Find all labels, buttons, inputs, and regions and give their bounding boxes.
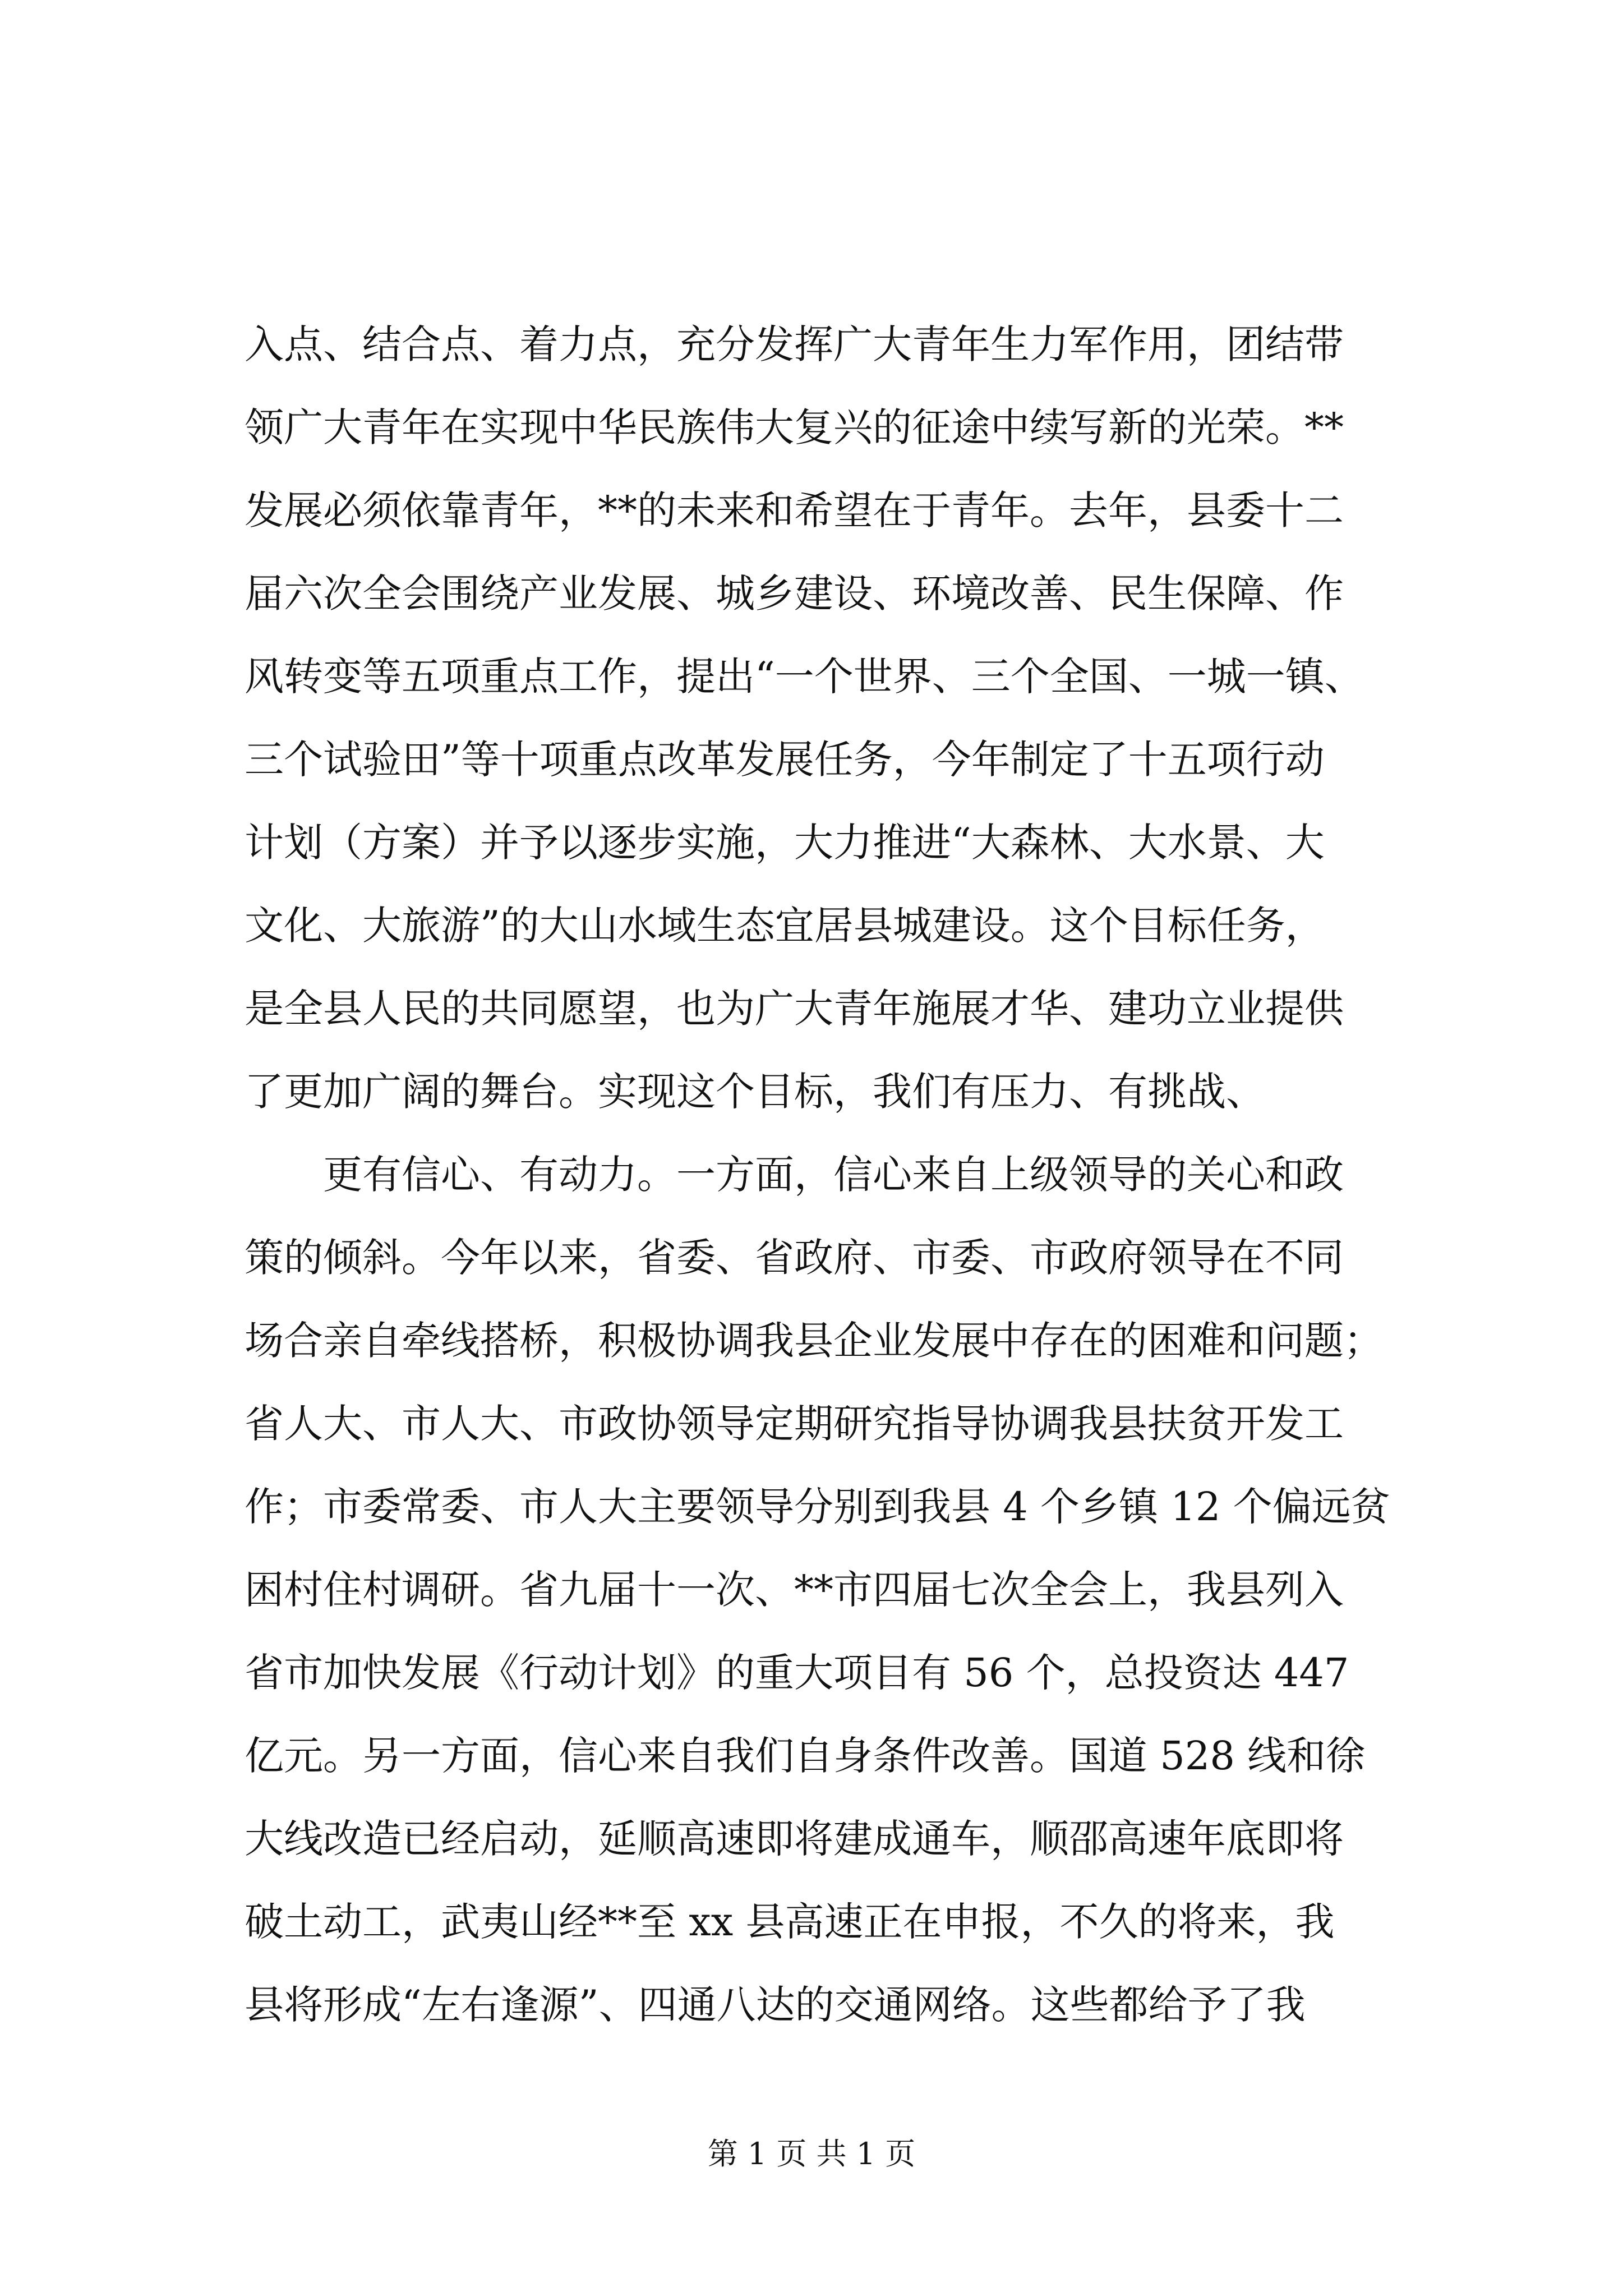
text-line: 省人大、市人大、市政协领导定期研究指导协调我县扶贫开发工 <box>245 1401 1344 1447</box>
text-line: 三个试验田”等十项重点改革发展任务，今年制定了十五项行动 <box>245 737 1325 783</box>
text-line: 发展必须依靠青年，**的未来和希望在于青年。去年，县委十二 <box>245 487 1344 533</box>
text-line: 入点、结合点、着力点，充分发挥广大青年生力军作用，团结带 <box>245 321 1344 367</box>
text-line: 领广大青年在实现中华民族伟大复兴的征途中续写新的光荣。** <box>245 404 1344 450</box>
text-line: 策的倾斜。今年以来，省委、省政府、市委、市政府领导在不同 <box>245 1235 1344 1281</box>
text-line: 困村住村调研。省九届十一次、**市四届七次全会上，我县列入 <box>245 1567 1344 1613</box>
text-line: 大线改造已经启动，延顺高速即将建成通车，顺邵高速年底即将 <box>245 1816 1344 1862</box>
text-line: 了更加广阔的舞台。实现这个目标，我们有压力、有挑战、 <box>245 1069 1265 1115</box>
text-line: 计划（方案）并予以逐步实施，大力推进“大森林、大水景、大 <box>245 820 1325 866</box>
document-body <box>245 303 1407 2046</box>
text-line: 县将形成“左右逢源”、四通八达的交通网络。这些都给予了我 <box>245 1982 1306 2028</box>
page-footer: 第 1 页 共 1 页 <box>707 2136 916 2171</box>
text-line: 破土动工，武夷山经**至 xx 县高速正在申报，不久的将来，我 <box>245 1899 1335 1945</box>
text-line: 届六次全会围绕产业发展、城乡建设、环境改善、民生保障、作 <box>245 570 1344 616</box>
text-line: 文化、大旅游”的大山水域生态宜居县城建设。这个目标任务， <box>245 903 1325 949</box>
text-line: 是全县人民的共同愿望，也为广大青年施展才华、建功立业提供 <box>245 986 1344 1032</box>
paragraph-start-line: 更有信心、有动力。一方面，信心来自上级领导的关心和政 <box>323 1152 1344 1198</box>
text-line: 作；市委常委、市人大主要领导分别到我县 4 个乡镇 12 个偏远贫 <box>245 1484 1390 1530</box>
text-line: 风转变等五项重点工作，提出“一个世界、三个全国、一城一镇、 <box>245 654 1364 700</box>
text-line: 亿元。另一方面，信心来自我们自身条件改善。国道 528 线和徐 <box>245 1733 1366 1779</box>
text-line: 场合亲自牵线搭桥，积极协调我县企业发展中存在的困难和问题； <box>245 1318 1383 1364</box>
text-line: 省市加快发展《行动计划》的重大项目有 56 个，总投资达 447 <box>245 1650 1349 1696</box>
